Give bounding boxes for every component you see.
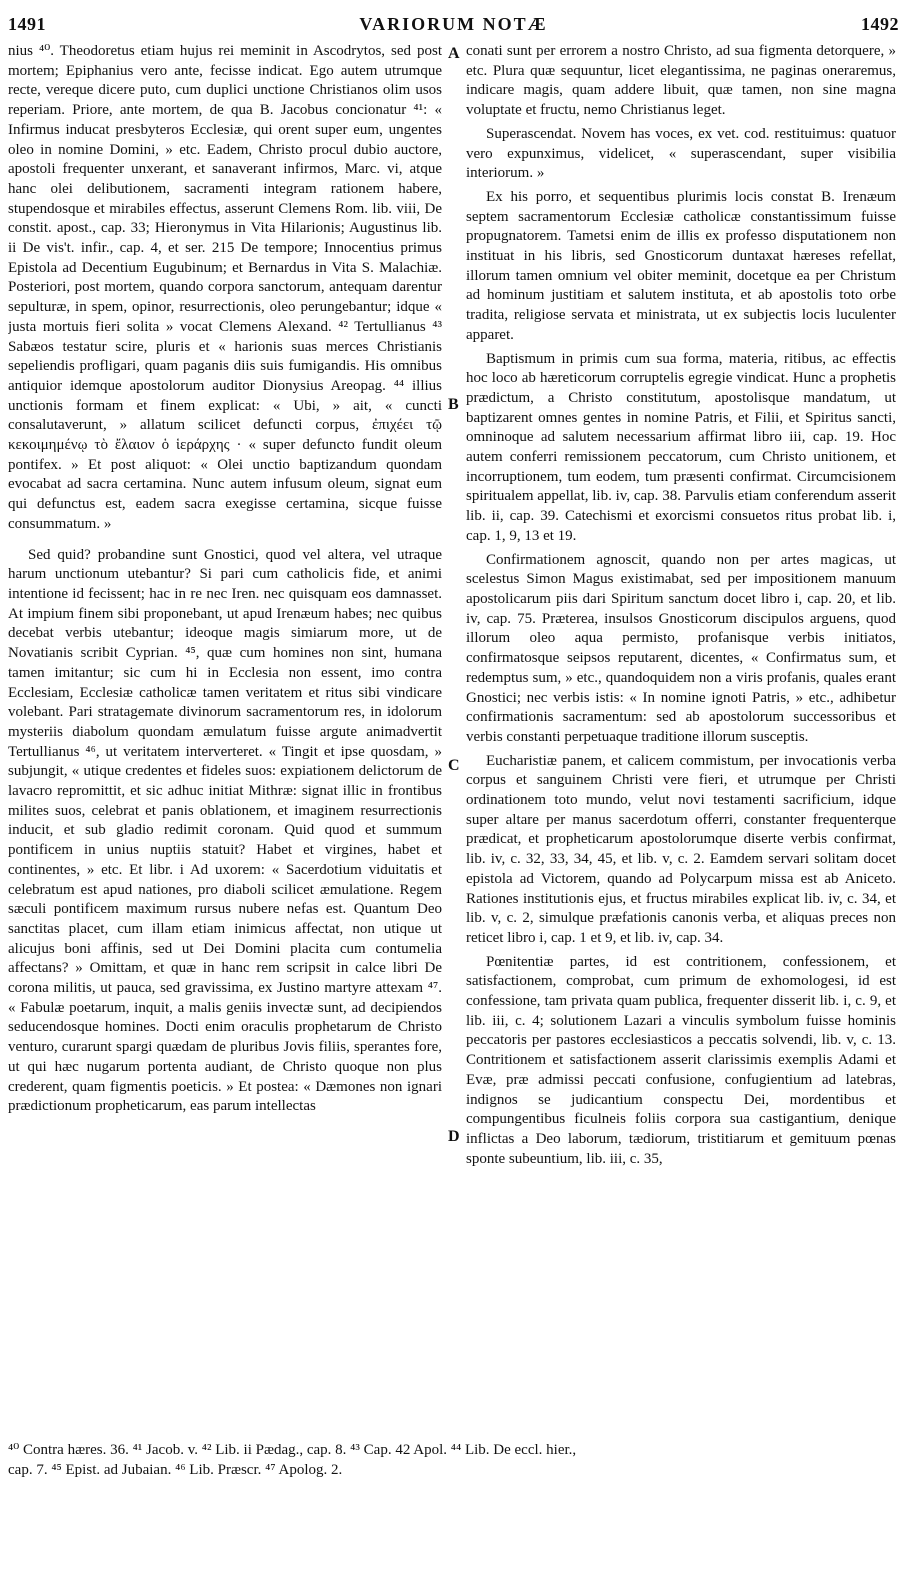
- margin-marker-d: D: [448, 1128, 460, 1145]
- running-title: VARIORUM NOTÆ: [359, 14, 548, 34]
- page-number-right: 1492: [861, 14, 899, 34]
- paragraph: Superascendat. Novem has voces, ex vet. cod. restituimus: quatuor vero expunximus, videlicet, « superascendant, super visibilia interiorum. »: [466, 125, 896, 182]
- right-column: [466, 42, 896, 1430]
- page-header: [8, 10, 899, 40]
- paragraph: Eucharistiæ panem, et calicem commistum, per invocationis verba corpus et sanguinem Christi vere fieri, et utrumque per Christi ordinationem toto mundo, velut novi testamenti sacrificium, idque super altare per manus sacerdotum offerri, constanter frequenterque prædicat, et propheticarum apostolorumque diserte verbis confirmat, lib. iv, c. 32, 33, 34, 45, et lib. v, c. 2. Eamdem servari solitam docet epistola ad Victorem, quando ad Polycarpum missa est ab Aniceto. Rationes institutionis ejus, et fructus mirabiles explicat lib. iv, c. 34, et lib. v, c. 2, simulque præfationis canonis verba, et aliquas preces non reticet libro i, cap. 1 et 9, et lib. iv, cap. 34.: [466, 752, 896, 946]
- paragraph: Baptismum in primis cum sua forma, materia, ritibus, ac effectis hoc loco ab hæreticorum corruptelis egregie vindicat. Hunc a prophetis prædictum, a Christo constitutum, apostolisque mandatum, ut baptizarent omnes gentes in nomine Patris, et Filii, et Spiritus sancti, omninoque ad salutem necessarium affirmat libro iii, cap. 19. Hoc autem conferri remissionem peccatorum, cum Christo unitionem, et incorruptionem, tum eodem, tum præsenti confirmat. Circumcisionem spiritualem appellat, lib. iv, cap. 38. Parvulis etiam conferendum asserit lib. ii, cap. 39. Catechismi et exorcismi consuetos ritus probat lib. i, cap. 1, 9, 13 et 19.: [466, 350, 896, 544]
- footnote-line: cap. 7. ⁴⁵ Epist. ad Jubaian. ⁴⁶ Lib. Præscr. ⁴⁷ Apolog. 2.: [8, 1462, 343, 1478]
- margin-marker-a: A: [448, 45, 460, 62]
- paragraph: Confirmationem agnoscit, quando non per artes magicas, ut scelestus Simon Magus existimabat, sed per impositionem manuum apostolicarum piis dari Spiritum sanctum docet libro i, cap. 20, et lib. iv, cap. 75. Præterea, insulsos Gnosticorum discipulos arguens, quod illorum oleo aqua permisto, profanisque verbis initiatos, confirmatosque seipsos reputarent, dicentes, « Confirmatus sum, et redemptus sum, » etc., quandoquidem non a viris profanis, quales erant Gnostici; nec verbis istis: « In nomine ignoti Patris, » etc., adhibetur confirmationis sacramentum: sed ab apostolorum successoribus et verbis constanti perpetuaque traditione illorum susceptis.: [466, 551, 896, 745]
- paragraph: Sed quid? probandine sunt Gnostici, quod vel altera, vel utraque harum unctionum utebantur? Si pari cum catholicis fide, et animi intentione id fecissent; hac in re nec Iren. nec quisquam eos damnasset. At impium finem sibi proponebant, ut apud Irenæum habes; nec quibus decebat verbis utebantur; ideoque magis simiarum more, ut de Novatianis scribit Cyprian. ⁴⁵, quæ cum homines non sint, humana tamen imitantur; sic cum hi in Ecclesia non essent, imo contra Ecclesiam, Ecclesiæ catholicæ tamen veritatem et ritus sibi vindicare volebant. Pari stratagemate divinorum sacramentorum res, in idolorum mysteriis diabolum quondam æmulatum fuisse argute animadvertit Tertullianus ⁴⁶, ut veritatem interverteret. « Tingit et ipse quosdam, » subjungit, « utique credentes et fideles suos: expiationem delictorum de lavacro repromittit, et sic adhuc initiat Mithræ: signat illic in frontibus milites suos, celebrat et panis oblationem, et imaginem resurrectionis inducit, et sub gladio redimit coronam. Quid quod et summum pontificem in unius nuptiis statuit? Habet et virgines, habet et continentes, » etc. Et libr. i Ad uxorem: « Sacerdotium viduitatis et celebratum est apud nationes, pro diaboli scilicet æmulatione. Regem sæculi pontificem maximum rursus nubere nefas est. Quantum Deo sanctitas placet, cum illam etiam inimicus affectat, non utique ut alicujus boni affinis, sed ut Dei Domini placita cum contumelia affectans? » Omittam, et quæ in hanc rem scripsit in calce libri De corona militis, ut pauca, sed gravissima, ex Justino martyre attexam ⁴⁷. « Fabulæ poetarum, inquit, a malis geniis invectæ sunt, ad decipiendos seducendosque homines. Docti enim oraculis prophetarum de Christo venturo, curarunt spargi quædam de pluribus Jovis filiis, sperantes fore, ut qui hæc nugarum portenta audiant, de Christo quoque non plus crederent, quam figmentis poeticis. » Et postea: « Dæmones non ignari prædictionum propheticarum, eas parum intellectas: [8, 546, 442, 1115]
- paragraph: Pœnitentiæ partes, id est contritionem, confessionem, et satisfactionem, comprobat, cum primum de exhomologesi, id est confessione, tam privata quam publica, frequenter disserit lib. i, c. 9, et lib. iii, c. 4; solutionem Lazari a vinculis symbolum fuisse hominis peccatoris per pastores ecclesiasticos a peccatis solvendi, lib. v, c. 13. Contritionem et satisfactionem asserit clarissimis exemplis Adami et Evæ, præ admissi peccati confusione, confugientium ad latebras, indignos se judicantium conspectu Dei, mordentibus et compungentibus ficulneis foliis corpora sua castigantium, denique inflictas a Deo laborum, tædiorum, tristitiarum et gemituum pœnas sponte subeuntium, lib. iii, c. 35,: [466, 953, 896, 1167]
- paragraph: nius ⁴⁰. Theodoretus etiam hujus rei meminit in Ascodrytos, sed post mortem; Epiphanius vero ante, fecisse indicat. Ego autem utrumque recte, vereque dicere puto, cum duplici unctione Christianos olim usos reperiam. Priore, ante mortem, de qua B. Jacobus concionatur ⁴¹: « Infirmus inducat presbyteros Ecclesiæ, qui orent super eum, ungentes oleo in nomine Domini, » etc. Eadem, Christo procul dubio auctore, apostoli frequenter unxerant, et sanaverant infirmos, Marc. vi, atque hanc olei delibutionem, sacramenti integram rationem habere, stupendosque et mirabiles effectus, asserunt Clemens Rom. lib. viii, De constit. apost., cap. 33; Hieronymus in Vita Hilarionis; Augustinus lib. ii De vis't. infir., cap. 4, et ser. 215 De tempore; Innocentius primus Epistola ad Decentium Eugubinum; et Bernardus in Vita S. Malachiæ. Posteriori, post mortem, quando corpora sanctorum, antequam darentur sepulturæ, in spem, opinor, resurrectionis, oleo perungebantur; idque « justa mortuis fieri solita » vocat Clemens Alexand. ⁴² Tertullianus ⁴³ Sabæos testatur scire, pluris et « harionis suas merces Christianis sepeliendis profligari, quam paganis diis suis fumigandis. His omnibus antiquior idemque apostolorum auditor Dionysius Areopag. ⁴⁴ illius unctionis formam et finem explicat: « Ubi, » ait, « cuncti consalutaverunt, » allatum scilicet defuncti corpus, ἐπιχέει τῷ κεκοιμημένῳ τὸ ἔλαιον ὁ ἱεράρχης · « super defuncto fundit oleum pontifex. » Et post aliquot: « Olei unctio baptizandum quondam evocabat ad sacra certamina. Nunc autem infusum oleum, signat eum qui defunctus est, eadem sacra exegisse certamina, sicque fuisse consummatum. »: [8, 43, 442, 532]
- footnote-line: ⁴⁰ Contra hæres. 36. ⁴¹ Jacob. v. ⁴² Lib. ii Pædag., cap. 8. ⁴³ Cap. 42 Apol. ⁴⁴ Lib. De eccl. hier.,: [8, 1442, 577, 1458]
- left-column: [8, 42, 442, 1430]
- footnotes: [8, 1440, 899, 1480]
- paragraph: Ex his porro, et sequentibus plurimis locis constat B. Irenæum septem sacramentorum Ecclesiæ catholicæ constantissimum fuisse propugnatorem. Tametsi enim de illis ex professo disputationem non instituat in his libris, sed Gnosticorum duntaxat hæreses refellat, illorum tamen omnium vel obiter meminit, docetque ea per Christum ad hominum justitiam et salutem instituta, et ab apostolis toto orbe tradita, religiose servata et ministrata, ut ex subjectis locis luculenter apparet.: [466, 188, 896, 343]
- margin-marker-b: B: [448, 396, 459, 413]
- margin-marker-c: C: [448, 757, 460, 774]
- page-number-left: 1491: [8, 14, 46, 34]
- paragraph: conati sunt per errorem a nostro Christo, ad sua figmenta detorquere, » etc. Plura quæ sequuntur, licet elegantissima, ne paginas oneraremus, indicare magis, quam addere libuit, quæ tamen, non sine magna voluptate et fructu, nemo Christianus leget.: [466, 43, 896, 119]
